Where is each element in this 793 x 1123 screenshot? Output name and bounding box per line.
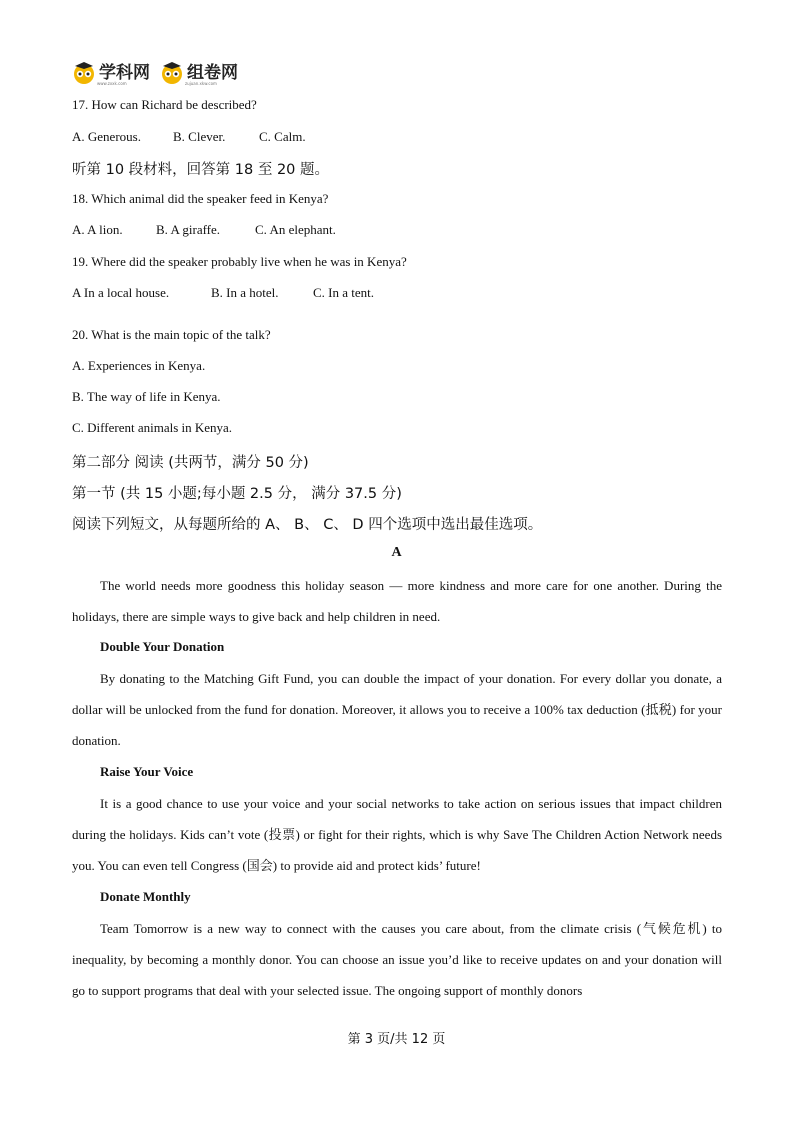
question-20-option-b: B. The way of life in Kenya.	[72, 389, 221, 404]
option-c: C. In a tent.	[313, 285, 375, 300]
passage-intro: The world needs more goodness this holiday season — more kindness and more care for one another. During the holidays, there are simple ways to give back and help children in need.	[72, 578, 722, 625]
section-10-instruction: 听第 10 段材料，回答第 18 至 20 题。	[72, 162, 330, 178]
question-19-options	[72, 285, 374, 301]
question-20-option-c: C. Different animals in Kenya.	[72, 420, 233, 435]
question-20-stem: 20. What is the main topic of the talk?	[72, 327, 271, 342]
heading-raise-voice: Raise Your Voice	[100, 764, 194, 779]
paragraph-donate-monthly: Team Tomorrow is a new way to connect with the causes you care about, from the climate crisis (气候危机) to inequality, by becoming a monthly donor. You can choose an issue you’d like to receive updates on and your donation will go to support programs that deal with your selected issue. The ongoing support of monthly donors	[72, 921, 722, 999]
page-number: 第 3 页/共 12 页	[347, 1032, 446, 1047]
option-a: A. Generous.	[72, 129, 141, 144]
paragraph-raise-voice: It is a good chance to use your voice and your social networks to take action on serious issues that impact children during the holidays. Kids can’t vote (投票) or fight for their rights, which is why Save The Children Action Network needs you. You can even tell Congress (国会) to provide aid and protect kids’ future!	[72, 796, 722, 874]
question-17-options	[72, 129, 306, 145]
heading-donate-monthly: Donate Monthly	[100, 889, 191, 904]
logo-text: 学科网	[99, 62, 150, 83]
option-c: C. An elephant.	[255, 222, 336, 237]
owl-graduate-icon	[160, 61, 184, 85]
option-b: B. In a hotel.	[211, 285, 279, 300]
owl-graduate-icon	[72, 61, 96, 85]
logo-zujuan	[160, 60, 238, 86]
logo-subtext: www.zxxk.com	[97, 81, 127, 86]
logo-subtext: zujuan.xkw.com	[185, 81, 217, 86]
reading-instruction: 阅读下列短文，从每题所给的 A、 B、 C、 D 四个选项中选出最佳选项。	[72, 517, 543, 533]
question-18-options	[72, 222, 336, 238]
question-20-option-a: A. Experiences in Kenya.	[72, 358, 206, 373]
option-c: C. Calm.	[259, 129, 306, 144]
heading-double-donation: Double Your Donation	[100, 639, 225, 654]
passage-letter: A	[391, 545, 402, 560]
question-17-stem: 17. How can Richard be described?	[72, 97, 257, 112]
part-2-heading: 第二部分 阅读 (共两节，满分 50 分)	[72, 455, 309, 471]
question-18-stem: 18. Which animal did the speaker feed in Kenya?	[72, 191, 329, 206]
option-b: B. Clever.	[173, 129, 226, 144]
logo-text: 组卷网	[187, 62, 238, 83]
section-1-heading: 第一节 (共 15 小题;每小题 2.5 分， 满分 37.5 分)	[72, 486, 402, 502]
paragraph-double-donation: By donating to the Matching Gift Fund, you can double the impact of your donation. For every dollar you donate, a dollar will be unlocked from the fund for donation. Moreover, it allows you to receive a 100% tax deduction (抵税) for your donation.	[72, 671, 722, 749]
option-a: A. A lion.	[72, 222, 123, 237]
option-b: B. A giraffe.	[156, 222, 221, 237]
question-19-stem: 19. Where did the speaker probably live when he was in Kenya?	[72, 254, 407, 269]
option-a: A In a local house.	[72, 285, 170, 300]
logo-xueke	[72, 60, 150, 86]
